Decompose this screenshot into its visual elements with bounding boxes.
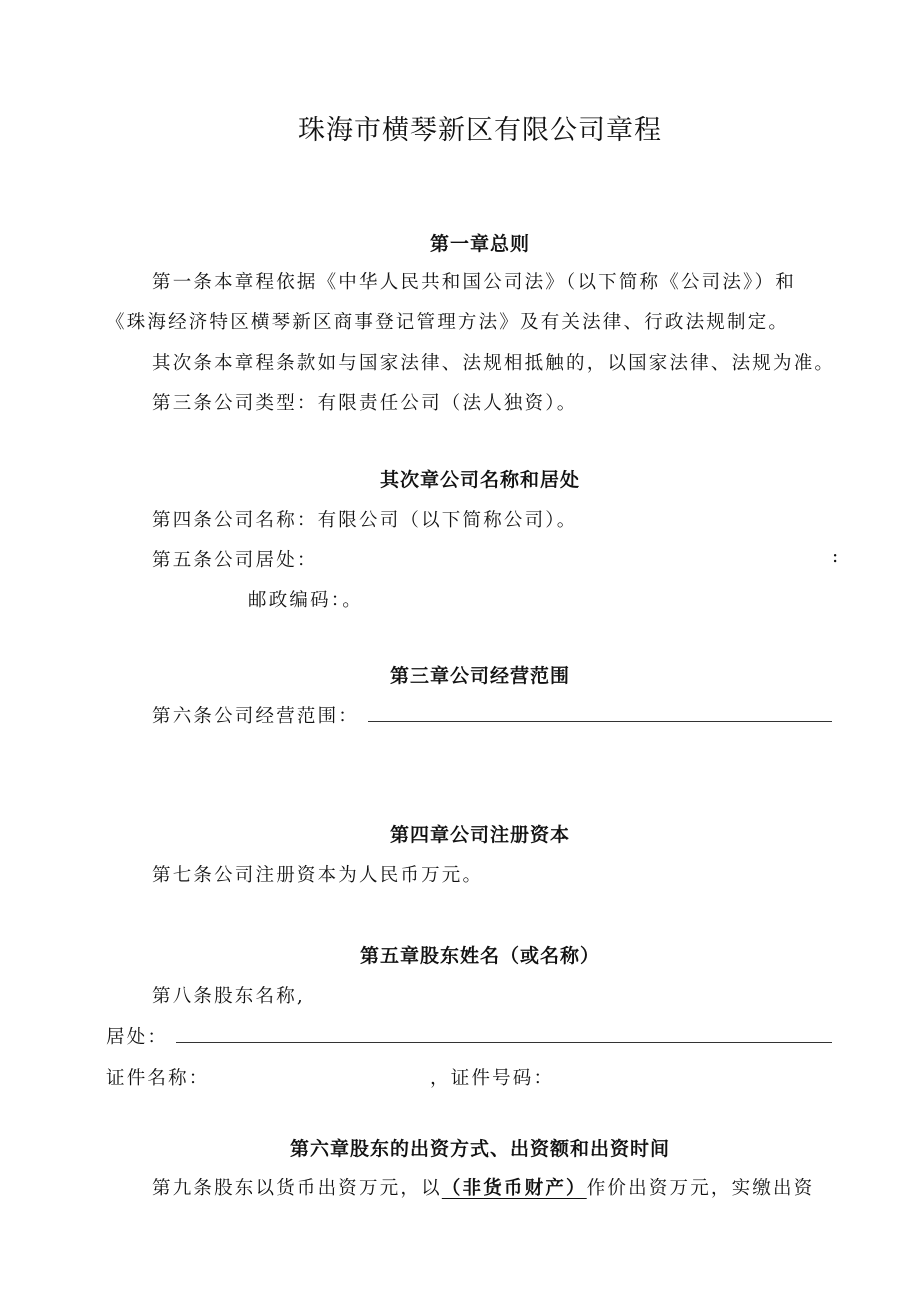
article-7: 第七条公司注册资本为人民币万元。 <box>152 865 484 886</box>
non-monetary-property: （非货币财产） <box>441 1178 587 1199</box>
article-5-label: 第五条公司居处： <box>152 550 318 571</box>
chapter-3-heading: 第三章公司经营范围 <box>389 665 570 687</box>
article-4: 第四条公司名称：有限公司（以下简称公司）。 <box>152 510 578 531</box>
chapter-6-heading: 第六章股东的出资方式、出资额和出资时间 <box>289 1138 670 1160</box>
article-8: 第八条股东名称, <box>152 986 305 1007</box>
article-9-part-c: 作价出资万元，实缴出资 <box>586 1178 815 1199</box>
residence-underline <box>176 1042 832 1043</box>
article-9 <box>152 1174 814 1200</box>
chapter-4-heading: 第四章公司注册资本 <box>389 824 570 846</box>
chapter-1-heading: 第一章总则 <box>429 233 530 255</box>
chapter-2-heading: 其次章公司名称和居处 <box>379 469 580 491</box>
id-number-label: ，证件号码： <box>430 1068 555 1089</box>
article-1-line-2: 《珠海经济特区横琴新区商事登记管理方法》及有关法律、行政法规制定。 <box>106 312 790 333</box>
id-name-label: 证件名称： <box>106 1068 210 1089</box>
business-scope-underline <box>368 721 832 722</box>
postal-code: 邮政编码：。 <box>248 590 363 611</box>
article-5-end-mark: : <box>832 546 841 567</box>
article-1-line-1: 第一条本章程依据《中华人民共和国公司法》（以下简称《公司法》）和 <box>152 272 796 293</box>
article-9-part-a: 第九条股东以货币出资万元，以 <box>152 1178 442 1199</box>
article-2: 其次条本章程条款如与国家法律、法规相抵触的，以国家法律、法规为准。 <box>152 353 836 374</box>
residence-label: 居处： <box>106 1027 169 1048</box>
document-title: 珠海市横琴新区有限公司章程 <box>298 115 662 146</box>
chapter-5-heading: 第五章股东姓名（或名称） <box>359 945 600 967</box>
article-6-label: 第六条公司经营范围： <box>152 706 360 727</box>
article-3: 第三条公司类型：有限责任公司（法人独资）。 <box>152 393 578 414</box>
